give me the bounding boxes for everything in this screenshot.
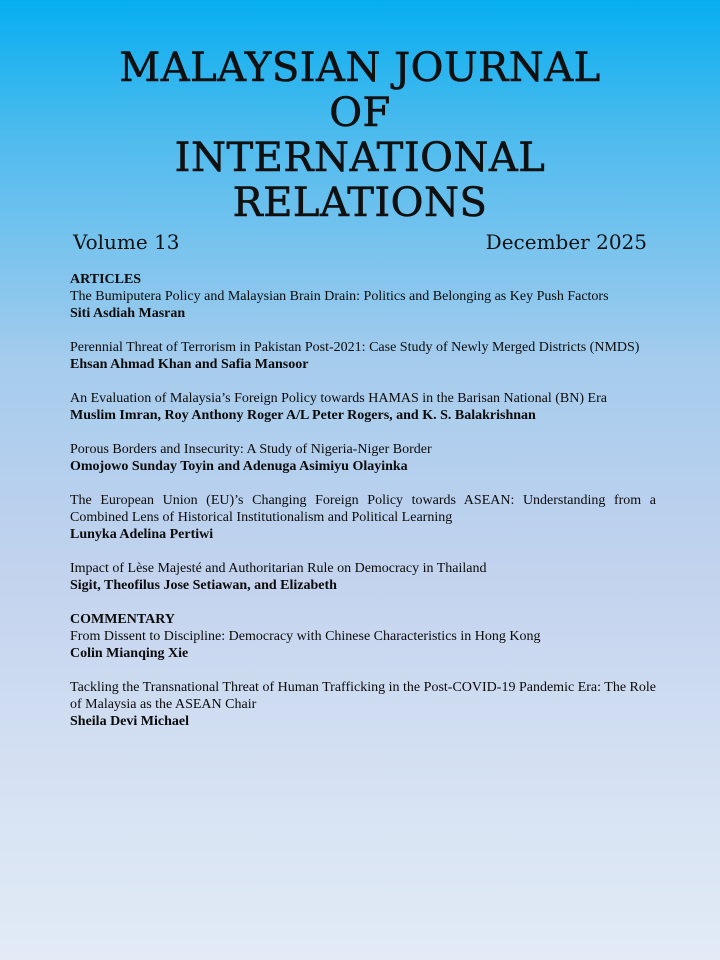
article-authors: Lunyka Adelina Pertiwi	[70, 527, 214, 542]
section-commentary	[70, 611, 656, 730]
article-title: An Evaluation of Malaysia’s Foreign Policy towards HAMAS in the Barisan National (BN) Era	[70, 391, 607, 406]
article-authors: Omojowo Sunday Toyin and Adenuga Asimiyu Olayinka	[70, 459, 408, 474]
article-authors: Ehsan Ahmad Khan and Safia Mansoor	[70, 357, 309, 372]
journal-title-line: RELATIONS	[232, 180, 488, 226]
commentary-authors: Sheila Devi Michael	[70, 714, 189, 729]
article-entry	[70, 441, 656, 475]
article-entry	[70, 288, 656, 322]
commentary-title: From Dissent to Discipline: Democracy with Chinese Characteristics in Hong Kong	[70, 629, 541, 644]
commentary-authors: Colin Mianqing Xie	[70, 646, 189, 661]
commentary-entry	[70, 628, 656, 662]
journal-title	[0, 46, 720, 226]
issue-date: December 2025	[485, 230, 647, 254]
article-authors: Sigit, Theofilus Jose Setiawan, and Elizabeth	[70, 578, 337, 593]
journal-title-line: INTERNATIONAL	[174, 135, 546, 181]
commentary-entry	[70, 679, 656, 730]
journal-title-line: MALAYSIAN JOURNAL	[119, 45, 601, 91]
volume-label: Volume 13	[73, 230, 180, 254]
article-authors: Muslim Imran, Roy Anthony Roger A/L Peter Rogers, and K. S. Balakrishnan	[70, 408, 536, 423]
table-of-contents	[70, 271, 656, 747]
article-authors: Siti Asdiah Masran	[70, 306, 186, 321]
article-entry	[70, 560, 656, 594]
commentary-title: Tackling the Transnational Threat of Human Trafficking in the Post-COVID-19 Pandemic Era: The Role of Malaysia as the ASEAN Chair	[70, 680, 656, 712]
section-articles	[70, 271, 656, 594]
article-entry	[70, 339, 656, 373]
article-entry	[70, 492, 656, 543]
article-entry	[70, 390, 656, 424]
article-title: Porous Borders and Insecurity: A Study of Nigeria-Niger Border	[70, 442, 432, 457]
journal-title-line: OF	[329, 90, 391, 136]
section-heading: ARTICLES	[70, 272, 142, 287]
article-title: Impact of Lèse Majesté and Authoritarian Rule on Democracy in Thailand	[70, 561, 487, 576]
article-title: The European Union (EU)’s Changing Foreign Policy towards ASEAN: Understanding from a Combined Lens of Historical Institutionalism and Political Learning	[70, 493, 656, 525]
article-title: Perennial Threat of Terrorism in Pakistan Post-2021: Case Study of Newly Merged Districts (NMDS)	[70, 340, 640, 355]
section-heading: COMMENTARY	[70, 612, 176, 627]
issue-meta	[73, 229, 647, 257]
article-title: The Bumiputera Policy and Malaysian Brain Drain: Politics and Belonging as Key Push Factors	[70, 289, 609, 304]
